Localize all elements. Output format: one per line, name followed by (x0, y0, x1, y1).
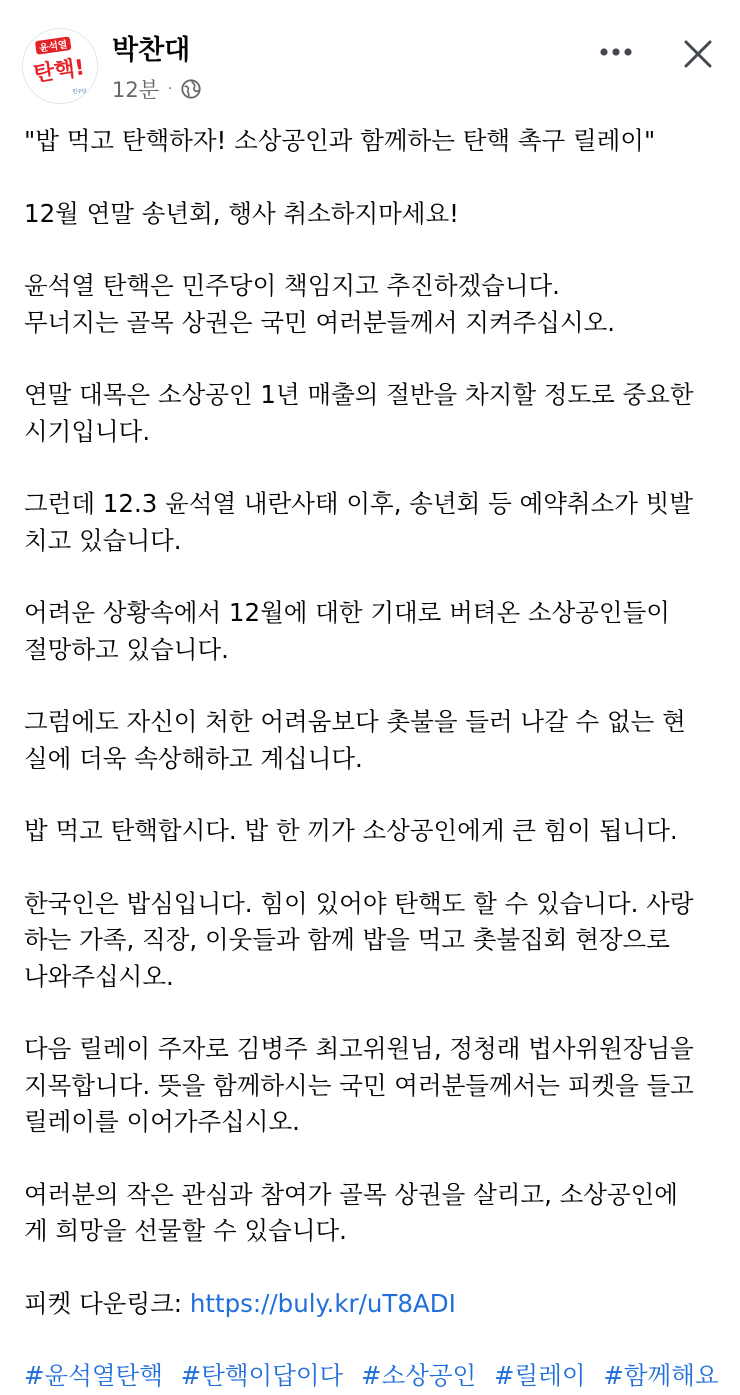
avatar-text-3: 민주당 (72, 89, 87, 96)
post-paragraph: 여러분의 작은 관심과 참여가 골목 상권을 살리고, 소상공인에 게 희망을 선물할 수 있습니다. (24, 1179, 678, 1245)
post-paragraph: 어려운 상황속에서 12월에 대한 기대로 버텨온 소상공인들이 절망하고 있습니다. (24, 598, 670, 664)
post-paragraph: 연말 대목은 소상공인 1년 매출의 절반을 차지할 정도로 중요한 시기입니다. (24, 380, 694, 446)
close-icon (683, 39, 713, 69)
download-line (24, 1286, 724, 1323)
post-paragraph: 그럼에도 자신이 처한 어려움보다 촛불을 들러 나갈 수 없는 현 실에 더욱 속상해하고 계십니다. (24, 707, 686, 773)
avatar-text-1: 윤석열 (38, 39, 69, 55)
post-paragraph: 그런데 12.3 윤석열 내란사태 이후, 송년회 등 예약취소가 빗발 치고 있습니다. (24, 489, 693, 555)
post-paragraph: "밥 먹고 탄핵하자! 소상공인과 함께하는 탄핵 촉구 릴레이" (24, 126, 656, 155)
meta-separator: · (168, 81, 173, 97)
close-button[interactable] (674, 30, 722, 78)
post-paragraph: 밥 먹고 탄핵합시다. 밥 한 끼가 소상공인에게 큰 힘이 됩니다. (24, 816, 678, 845)
hashtag-list (24, 1358, 724, 1395)
post-paragraph: 윤석열 탄핵은 민주당이 책임지고 추진하겠습니다. 무너지는 골목 상권은 국민 여러분들께서 지켜주십시오. (24, 271, 616, 337)
more-horizontal-icon (599, 47, 633, 57)
post-paragraph: 다음 릴레이 주자로 김병주 최고위원님, 정청래 법사위원장님을 지목합니다. 뜻을 함께하시는 국민 여러분들께서는 피켓을 들고 릴레이를 이어가주십시오. (24, 1034, 694, 1136)
post-header (0, 0, 740, 112)
avatar-logo (23, 29, 97, 103)
post-time[interactable]: 12분 (112, 78, 160, 102)
globe-icon[interactable] (180, 78, 202, 100)
post-meta (112, 72, 202, 106)
download-link[interactable]: https://buly.kr/uT8ADI (189, 1288, 456, 1318)
avatar-text-2: 탄핵! (32, 55, 87, 88)
avatar[interactable] (22, 28, 98, 104)
more-options-button[interactable] (594, 32, 638, 72)
hashtag-link[interactable]: #소상공인 (361, 1361, 477, 1390)
post-paragraph: 한국인은 밥심입니다. 힘이 있어야 탄핵도 할 수 있습니다. 사랑 하는 가족, 직장, 이웃들과 함께 밥을 먹고 촛불집회 현장으로 나와주십시오. (24, 888, 694, 991)
download-label: 피켓 다운링크: (24, 1288, 190, 1318)
hashtag-link[interactable]: #윤석열탄핵 (24, 1361, 163, 1390)
hashtag-link[interactable]: #탄핵이답이다 (180, 1361, 344, 1390)
author-name[interactable]: 박찬대 (112, 35, 191, 66)
post-paragraph: 12월 연말 송년회, 행사 취소하지마세요! (24, 198, 459, 228)
post-body (24, 123, 724, 1395)
hashtag-link[interactable]: #릴레이 (494, 1361, 586, 1390)
hashtag-link[interactable]: #함께해요 (603, 1361, 719, 1390)
